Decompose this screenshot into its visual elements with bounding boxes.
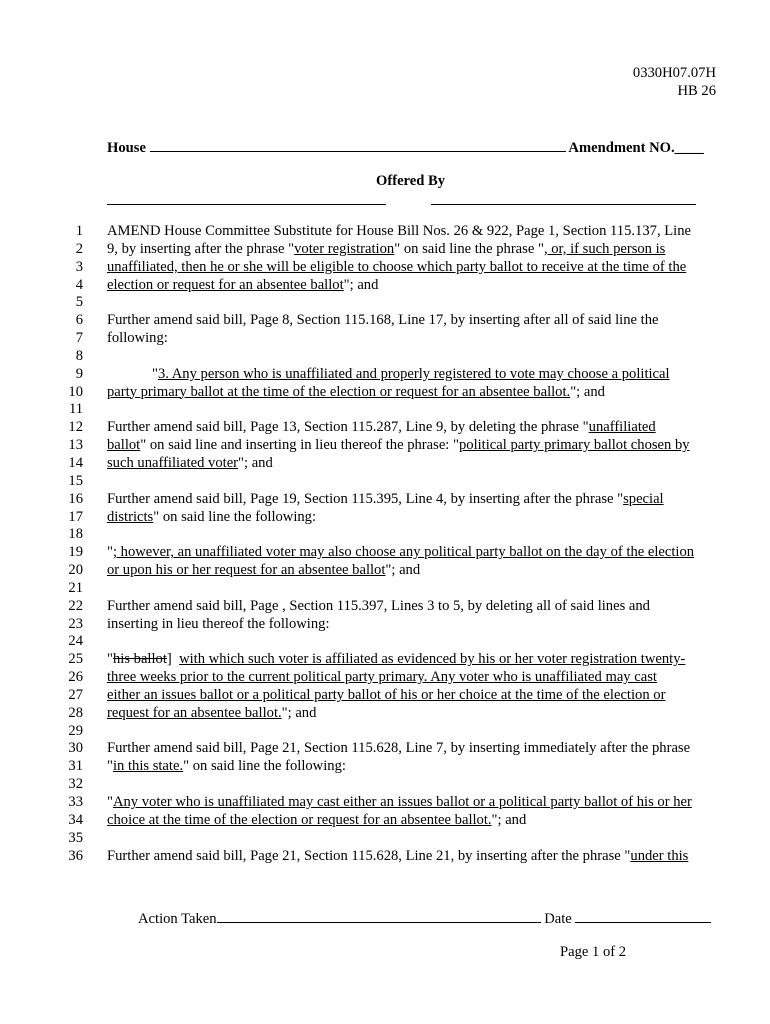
line-number: 27 — [68, 686, 83, 703]
line-number: 30 — [68, 740, 83, 757]
line-17 — [0, 509, 770, 527]
inserted-text: Any voter who is unaffiliated may cast either an issues ballot or a political party ballot of his or her — [112, 794, 692, 810]
line-text: "in this state." on said line the following: — [107, 758, 346, 775]
line-number: 4 — [75, 276, 83, 293]
line-number: 33 — [68, 794, 83, 810]
line-22 — [0, 598, 770, 616]
line-13 — [0, 437, 770, 455]
line-30 — [0, 740, 770, 758]
amendment-body — [0, 223, 770, 865]
line-9 — [0, 366, 770, 384]
line-text: or upon his or her request for an absentee ballot"; and — [107, 562, 421, 579]
line-number: 16 — [68, 490, 83, 507]
line-text: Further amend said bill, Page 21, Section 115.628, Line 21, by inserting after the phrase "under this — [107, 847, 689, 864]
line-11 — [0, 401, 770, 419]
line-5 — [0, 294, 770, 312]
line-28 — [0, 705, 770, 723]
inserted-text: , or, if such person is — [543, 240, 666, 257]
inserted-text: political party primary ballot chosen by — [458, 437, 690, 454]
line-1 — [0, 223, 770, 241]
line-text: election or request for an absentee ballot"; and — [107, 276, 379, 293]
line-number: 21 — [68, 579, 83, 596]
line-number: 9 — [75, 365, 83, 382]
offered-by-signature-line — [107, 204, 386, 205]
line-text: request for an absentee ballot."; and — [107, 704, 317, 721]
line-text: inserting in lieu thereof the following: — [107, 615, 330, 632]
inserted-text: voter registration — [294, 240, 395, 257]
line-number: 15 — [68, 472, 83, 489]
line-7 — [0, 330, 770, 348]
offered-by-district-line — [431, 204, 696, 205]
line-27 — [0, 687, 770, 705]
line-14 — [0, 455, 770, 473]
inserted-text: with which such voter is affiliated as evidenced by his or her voter registration twenty- — [179, 651, 686, 668]
line-number: 31 — [68, 758, 83, 775]
inserted-text: special — [623, 490, 664, 507]
line-text: AMEND House Committee Substitute for House Bill Nos. 26 & 922, Page 1, Section 115.137, Line — [107, 223, 691, 239]
date-label: Date — [544, 911, 572, 927]
line-26 — [0, 669, 770, 687]
line-number: 34 — [68, 811, 83, 828]
inserted-text: unaffiliated — [588, 419, 656, 436]
line-text: such unaffiliated voter"; and — [107, 454, 273, 471]
inserted-text: either an issues ballot or a political party ballot of his or her choice at the time of the election or — [107, 686, 666, 703]
inserted-text: ; however, an unaffiliated voter may also choose any political party ballot on the day of the election — [112, 544, 695, 561]
amendment-number-label: Amendment NO. — [568, 140, 675, 156]
line-text: districts" on said line the following: — [107, 508, 317, 525]
amendment-number-blank: ____ — [674, 140, 704, 156]
line-number: 13 — [68, 437, 83, 454]
line-text: "his ballot] with which such voter is affiliated as evidenced by his or her voter registration twenty- — [107, 651, 686, 668]
inserted-text: request for an absentee ballot. — [107, 704, 282, 721]
line-number: 6 — [75, 312, 83, 329]
amendment-header-row — [107, 136, 704, 157]
house-label: House — [107, 140, 146, 156]
line-25 — [0, 651, 770, 669]
line-2 — [0, 241, 770, 259]
inserted-text: under this — [630, 847, 689, 864]
line-4 — [0, 277, 770, 295]
line-3 — [0, 259, 770, 277]
line-19 — [0, 544, 770, 562]
line-number: 12 — [68, 419, 83, 436]
house-blank-line — [150, 136, 566, 152]
line-8 — [0, 348, 770, 366]
line-text: "Any voter who is unaffiliated may cast either an issues ballot or a political party ballot of his or her — [107, 794, 692, 810]
line-32 — [0, 776, 770, 794]
line-number: 5 — [75, 294, 83, 311]
line-text: Further amend said bill, Page 8, Section 115.168, Line 17, by inserting after all of said line the — [107, 312, 659, 329]
inserted-text: 3. Any person who is unaffiliated and properly registered to vote may choose a political — [157, 365, 670, 382]
line-number: 14 — [68, 454, 83, 471]
line-text: choice at the time of the election or request for an absentee ballot."; and — [107, 811, 527, 828]
bill-number: HB 26 — [677, 83, 716, 99]
line-number: 29 — [68, 722, 83, 739]
line-number: 1 — [75, 223, 83, 239]
line-34 — [0, 812, 770, 830]
line-number: 32 — [68, 776, 83, 793]
line-18 — [0, 526, 770, 544]
inserted-text: unaffiliated, then he or she will be eligible to choose which party ballot to receive at the time of the — [107, 258, 687, 275]
line-number: 8 — [75, 347, 83, 364]
inserted-text: districts — [107, 508, 154, 525]
inserted-text: choice at the time of the election or request for an absentee ballot. — [107, 811, 492, 828]
line-12 — [0, 419, 770, 437]
line-text: Further amend said bill, Page 13, Section 115.287, Line 9, by deleting the phrase "unaffiliated — [107, 419, 656, 436]
line-23 — [0, 616, 770, 634]
inserted-text: three weeks prior to the current political party primary. Any voter who is unaffiliated may cast — [107, 669, 657, 686]
line-number: 23 — [68, 615, 83, 632]
line-number: 25 — [68, 651, 83, 668]
action-taken-blank-line — [217, 907, 541, 923]
line-number: 19 — [68, 544, 83, 561]
page-number: Page 1 of 2 — [560, 944, 627, 960]
line-text: "3. Any person who is unaffiliated and properly registered to vote may choose a political — [152, 365, 670, 382]
line-text: Further amend said bill, Page , Section 115.397, Lines 3 to 5, by deleting all of said lines and — [107, 597, 650, 614]
inserted-text: such unaffiliated voter — [107, 454, 239, 471]
inserted-text: ballot — [107, 437, 141, 454]
date-blank-line — [575, 907, 711, 923]
inserted-text: election or request for an absentee ballot — [107, 276, 344, 293]
line-29 — [0, 723, 770, 741]
offered-by-label: Offered By — [376, 173, 446, 189]
line-number: 10 — [68, 383, 83, 400]
line-number: 22 — [68, 597, 83, 614]
line-15 — [0, 473, 770, 491]
line-text: Further amend said bill, Page 19, Section 115.395, Line 4, by inserting after the phrase "special — [107, 490, 664, 507]
line-6 — [0, 312, 770, 330]
line-number: 7 — [75, 330, 83, 347]
inserted-text: or upon his or her request for an absentee ballot — [107, 562, 386, 579]
deleted-text: his ballot — [112, 651, 167, 668]
action-taken-row — [138, 907, 711, 928]
inserted-text: party primary ballot at the time of the election or request for an absentee ballot. — [107, 383, 571, 400]
line-21 — [0, 580, 770, 598]
action-taken-label: Action Taken — [138, 911, 217, 927]
inserted-text: in this state. — [112, 758, 184, 775]
line-number: 11 — [68, 401, 83, 418]
line-number: 26 — [68, 669, 83, 686]
line-35 — [0, 830, 770, 848]
line-16 — [0, 491, 770, 509]
line-number: 17 — [68, 508, 83, 525]
document-code: 0330H07.07H — [632, 65, 716, 81]
line-number: 20 — [68, 562, 83, 579]
line-number: 28 — [68, 704, 83, 721]
line-text: "; however, an unaffiliated voter may also choose any political party ballot on the day of the election — [107, 544, 695, 561]
line-text: Further amend said bill, Page 21, Section 115.628, Line 7, by inserting immediately after the phrase — [107, 740, 691, 757]
line-20 — [0, 562, 770, 580]
line-10 — [0, 384, 770, 402]
line-number: 36 — [68, 847, 83, 864]
line-33 — [0, 794, 770, 812]
line-text: 9, by inserting after the phrase "voter registration" on said line the phrase ", or, if such person is — [107, 240, 666, 257]
line-number: 2 — [75, 240, 83, 257]
line-36 — [0, 848, 770, 866]
line-number: 18 — [68, 526, 83, 543]
line-31 — [0, 758, 770, 776]
line-number: 35 — [68, 829, 83, 846]
line-number: 24 — [68, 633, 83, 650]
line-text: party primary ballot at the time of the election or request for an absentee ballot."; and — [107, 383, 605, 400]
line-text: following: — [107, 330, 168, 347]
line-number: 3 — [75, 258, 83, 275]
line-24 — [0, 633, 770, 651]
line-text: ballot" on said line and inserting in lieu thereof the phrase: "political party primary ballot chosen by — [107, 437, 690, 454]
